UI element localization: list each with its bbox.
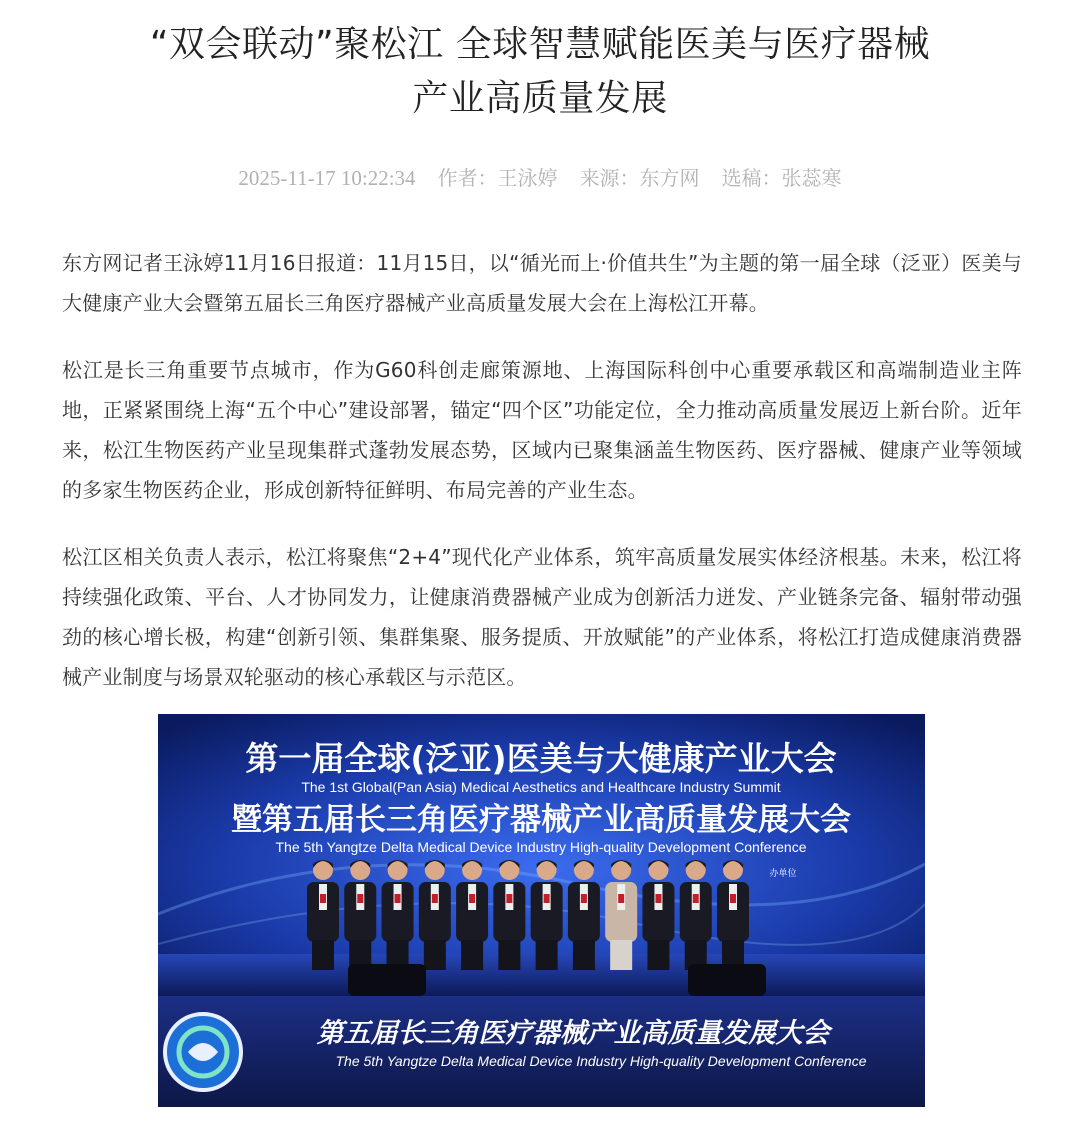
article-body (62, 243, 1022, 724)
publish-datetime: 2025-11-17 10:22:34 (238, 166, 416, 190)
banner-title-cn-2: 暨第五届长三角医疗器械产业高质量发展大会 (231, 802, 851, 838)
editor-label: 选稿：张蕊寒 (721, 166, 842, 190)
stage-speaker-left (348, 964, 426, 996)
paragraph-3: 松江区相关负责人表示，松江将聚焦“2+4”现代化产业体系，筑牢高质量发展实体经济根基。未来，松江将持续强化政策、平台、人才协同发力，让健康消费器械产业成为创新活力迸发、产业链条完备、辐射带动强劲的核心增长极，构建“创新引领、集群集聚、服务提质、开放赋能”的产业体系，将松江打造成健康消费器械产业制度与场景双轮驱动的核心承载区与示范区。 (62, 545, 1022, 689)
stage-title-cn: 第五届长三角医疗器械产业高质量发展大会 (316, 1018, 830, 1049)
stage-speaker-right (688, 964, 766, 996)
author-label: 作者：王泳婷 (437, 166, 558, 190)
paragraph-2: 松江是长三角重要节点城市，作为G60科创走廊策源地、上海国际科创中心重要承载区和高端制造业主阵地，正紧紧围绕上海“五个中心”建设部署，锚定“四个区”功能定位，全力推动高质量发展迈上新台阶。近年来，松江生物医药产业呈现集群式蓬勃发展态势，区域内已聚集涵盖生物医药、医疗器械、健康产业等领域的多家生物医药企业，形成创新特征鲜明、布局完善的产业生态。 (62, 358, 1022, 502)
conference-photo (158, 714, 925, 1107)
conference-photo-illustration (158, 714, 925, 1107)
source-label: 来源：东方网 (579, 166, 700, 190)
banner-title-cn-1: 第一届全球(泛亚)医美与大健康产业大会 (245, 739, 837, 778)
article-meta (0, 162, 1080, 194)
stage-front-banner (158, 996, 925, 1107)
article-title (60, 18, 1020, 126)
paragraph-1: 东方网记者王泳婷11月16日报道：11月15日，以“循光而上·价值共生”为主题的第一届全球（泛亚）医美与大健康产业大会暨第五届长三角医疗器械产业高质量发展大会在上海松江开幕。 (62, 251, 1022, 315)
banner-title-en-2: The 5th Yangtze Delta Medical Device Industry High-quality Development Conference (275, 839, 807, 855)
article-title-line1: “双会联动”聚松江 全球智慧赋能医美与医疗器械 (149, 24, 931, 65)
article-title-line2: 产业高质量发展 (412, 78, 668, 119)
banner-title-en-1: The 1st Global(Pan Asia) Medical Aesthetics and Healthcare Industry Summit (301, 779, 781, 795)
stage-title-en: The 5th Yangtze Delta Medical Device Industry High-quality Development Conference (335, 1053, 867, 1069)
organizer-label: 办单位 (769, 869, 797, 879)
